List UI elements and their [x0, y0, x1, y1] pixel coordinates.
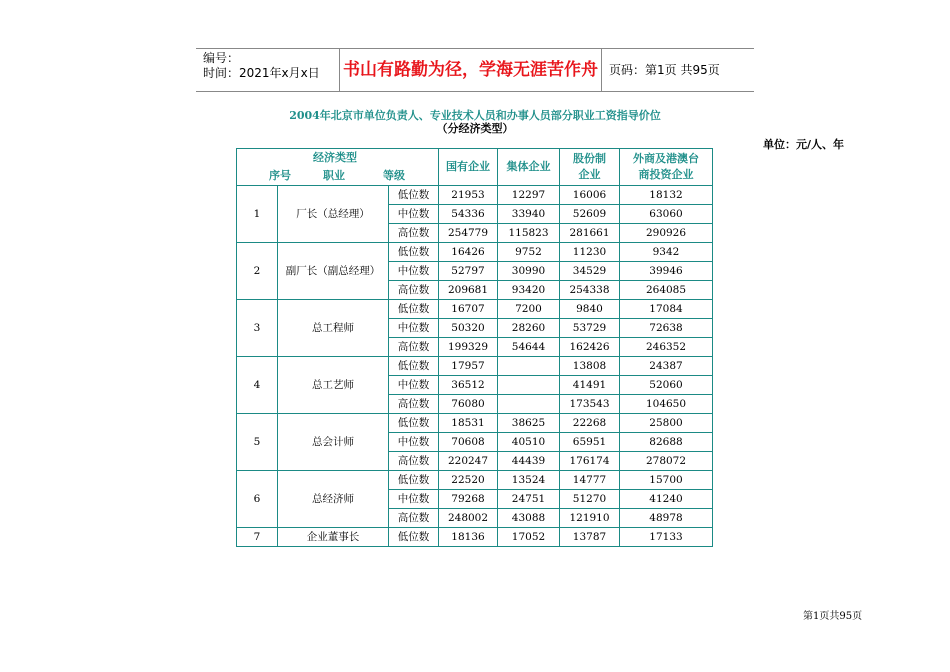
- value-cell: 16006: [560, 186, 620, 205]
- column-header-line: 国有企业: [446, 160, 490, 173]
- value-cell: 52609: [560, 205, 620, 224]
- value-cell: 36512: [439, 376, 498, 395]
- row-job-cell: 厂长（总经理）: [278, 186, 389, 243]
- row-job-cell: 企业董事长: [278, 528, 389, 547]
- level-cell: 中位数: [389, 376, 439, 395]
- value-cell: 54644: [498, 338, 560, 357]
- row-seq-cell: 6: [237, 471, 278, 528]
- level-cell: 高位数: [389, 452, 439, 471]
- table-row: [237, 243, 713, 262]
- column-header-line: 股份制: [573, 152, 606, 165]
- table-body: [237, 186, 713, 547]
- value-cell: 14777: [560, 471, 620, 490]
- value-cell: 17084: [620, 300, 713, 319]
- level-cell: 中位数: [389, 205, 439, 224]
- level-cell: 低位数: [389, 528, 439, 547]
- value-cell: 70608: [439, 433, 498, 452]
- value-cell: 34529: [560, 262, 620, 281]
- table-row: [237, 471, 713, 490]
- value-cell: 22520: [439, 471, 498, 490]
- value-cell: 9342: [620, 243, 713, 262]
- header-level: 等级: [383, 169, 405, 182]
- value-cell: 43088: [498, 509, 560, 528]
- value-cell: 39946: [620, 262, 713, 281]
- level-cell: 高位数: [389, 224, 439, 243]
- column-header: [560, 149, 620, 186]
- row-seq-cell: 2: [237, 243, 278, 300]
- column-header: [439, 149, 498, 186]
- table-row: [237, 414, 713, 433]
- value-cell: 24387: [620, 357, 713, 376]
- document-header: [196, 48, 754, 92]
- value-cell: 115823: [498, 224, 560, 243]
- value-cell: 9840: [560, 300, 620, 319]
- header-job: 职业: [323, 169, 345, 182]
- level-cell: 高位数: [389, 509, 439, 528]
- table-row: [237, 357, 713, 376]
- column-header-line: 集体企业: [506, 160, 551, 173]
- table-row: [237, 300, 713, 319]
- value-cell: 63060: [620, 205, 713, 224]
- value-cell: [498, 395, 560, 414]
- level-cell: 低位数: [389, 357, 439, 376]
- header-divider: [601, 49, 602, 91]
- row-seq-cell: 1: [237, 186, 278, 243]
- row-job-cell: 总工艺师: [278, 357, 389, 414]
- value-cell: 13524: [498, 471, 560, 490]
- value-cell: 30990: [498, 262, 560, 281]
- value-cell: 278072: [620, 452, 713, 471]
- header-page-label: 页码：第1页 共95页: [609, 63, 720, 77]
- value-cell: 162426: [560, 338, 620, 357]
- header-economic-type: 经济类型: [313, 151, 357, 164]
- value-cell: 12297: [498, 186, 560, 205]
- value-cell: 52060: [620, 376, 713, 395]
- document-subtitle: （分经济类型）: [436, 122, 514, 135]
- value-cell: 82688: [620, 433, 713, 452]
- value-cell: 15700: [620, 471, 713, 490]
- value-cell: 16707: [439, 300, 498, 319]
- value-cell: 51270: [560, 490, 620, 509]
- table-header-row: [237, 149, 713, 186]
- value-cell: 40510: [498, 433, 560, 452]
- level-cell: 低位数: [389, 186, 439, 205]
- level-cell: 中位数: [389, 319, 439, 338]
- value-cell: 22268: [560, 414, 620, 433]
- value-cell: 17957: [439, 357, 498, 376]
- level-cell: 中位数: [389, 433, 439, 452]
- value-cell: 21953: [439, 186, 498, 205]
- row-job-cell: 副厂长（副总经理）: [278, 243, 389, 300]
- value-cell: 16426: [439, 243, 498, 262]
- value-cell: 173543: [560, 395, 620, 414]
- level-cell: 低位数: [389, 471, 439, 490]
- value-cell: 246352: [620, 338, 713, 357]
- value-cell: 38625: [498, 414, 560, 433]
- value-cell: 48978: [620, 509, 713, 528]
- value-cell: 41491: [560, 376, 620, 395]
- page-footer: 第1页共95页: [803, 611, 863, 622]
- value-cell: 254779: [439, 224, 498, 243]
- value-cell: 50320: [439, 319, 498, 338]
- value-cell: 209681: [439, 281, 498, 300]
- row-seq-cell: 5: [237, 414, 278, 471]
- value-cell: 79268: [439, 490, 498, 509]
- document-title: 2004年北京市单位负责人、专业技术人员和办事人员部分职业工资指导价位: [289, 109, 661, 122]
- value-cell: 176174: [560, 452, 620, 471]
- value-cell: 72638: [620, 319, 713, 338]
- value-cell: 290926: [620, 224, 713, 243]
- value-cell: [498, 376, 560, 395]
- level-cell: 中位数: [389, 490, 439, 509]
- row-seq-cell: 7: [237, 528, 278, 547]
- table-row: [237, 528, 713, 547]
- value-cell: 17133: [620, 528, 713, 547]
- level-cell: 低位数: [389, 414, 439, 433]
- value-cell: 24751: [498, 490, 560, 509]
- value-cell: 33940: [498, 205, 560, 224]
- column-header-line: 企业: [578, 168, 601, 181]
- value-cell: 199329: [439, 338, 498, 357]
- column-header-line: 商投资企业: [638, 168, 694, 181]
- value-cell: 13787: [560, 528, 620, 547]
- value-cell: 104650: [620, 395, 713, 414]
- value-cell: 18136: [439, 528, 498, 547]
- value-cell: [498, 357, 560, 376]
- value-cell: 248002: [439, 509, 498, 528]
- value-cell: 281661: [560, 224, 620, 243]
- value-cell: 264085: [620, 281, 713, 300]
- value-cell: 17052: [498, 528, 560, 547]
- value-cell: 65951: [560, 433, 620, 452]
- header-time: 时间：2021年x月x日: [203, 66, 320, 80]
- value-cell: 220247: [439, 452, 498, 471]
- table-row: [237, 186, 713, 205]
- value-cell: 18531: [439, 414, 498, 433]
- level-cell: 高位数: [389, 395, 439, 414]
- column-header-line: 外商及港澳台: [633, 152, 699, 165]
- level-cell: 高位数: [389, 338, 439, 357]
- value-cell: 7200: [498, 300, 560, 319]
- value-cell: 121910: [560, 509, 620, 528]
- column-header: [620, 149, 713, 186]
- value-cell: 41240: [620, 490, 713, 509]
- header-seq: 序号: [269, 169, 291, 182]
- value-cell: 254338: [560, 281, 620, 300]
- level-cell: 中位数: [389, 262, 439, 281]
- value-cell: 9752: [498, 243, 560, 262]
- header-corner-cell: [237, 149, 439, 186]
- level-cell: 低位数: [389, 300, 439, 319]
- level-cell: 高位数: [389, 281, 439, 300]
- salary-table: [236, 148, 713, 547]
- value-cell: 13808: [560, 357, 620, 376]
- value-cell: 18132: [620, 186, 713, 205]
- value-cell: 28260: [498, 319, 560, 338]
- value-cell: 76080: [439, 395, 498, 414]
- unit-label: 单位：元/人、年: [763, 138, 845, 151]
- value-cell: 53729: [560, 319, 620, 338]
- value-cell: 25800: [620, 414, 713, 433]
- header-number: 编号：: [203, 51, 240, 65]
- value-cell: 44439: [498, 452, 560, 471]
- value-cell: 93420: [498, 281, 560, 300]
- row-seq-cell: 4: [237, 357, 278, 414]
- column-header: [498, 149, 560, 186]
- row-job-cell: 总会计师: [278, 414, 389, 471]
- row-job-cell: 总工程师: [278, 300, 389, 357]
- value-cell: 11230: [560, 243, 620, 262]
- value-cell: 54336: [439, 205, 498, 224]
- row-job-cell: 总经济师: [278, 471, 389, 528]
- level-cell: 低位数: [389, 243, 439, 262]
- value-cell: 52797: [439, 262, 498, 281]
- header-meta: [203, 51, 320, 81]
- row-seq-cell: 3: [237, 300, 278, 357]
- header-motto: 书山有路勤为径，学海无涯苦作舟: [343, 60, 598, 80]
